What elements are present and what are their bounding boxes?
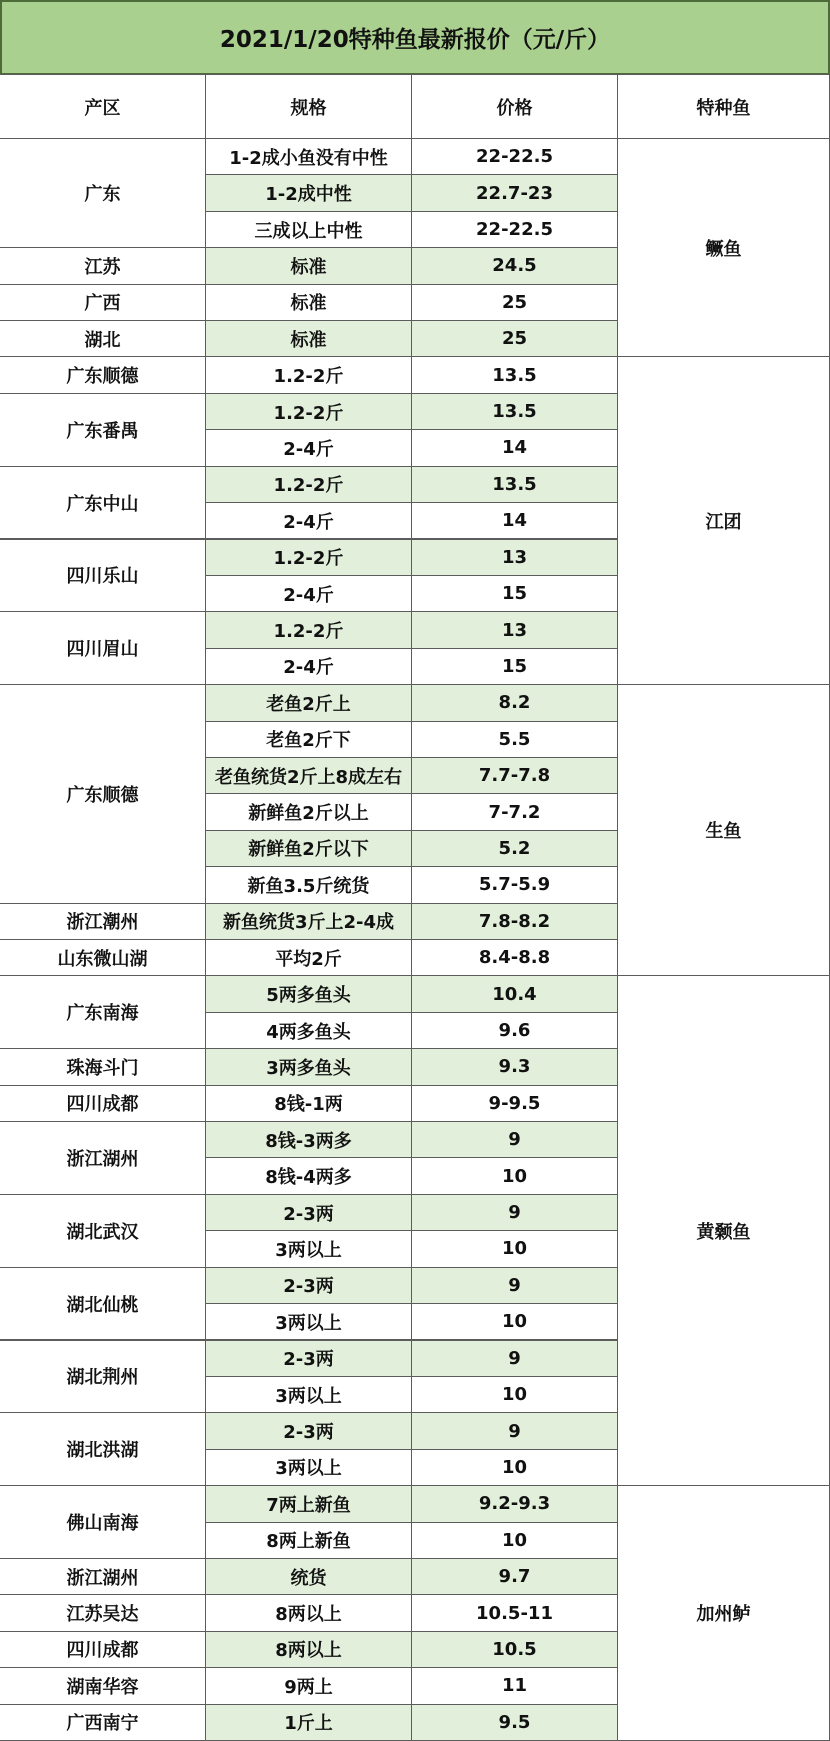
spec-cell: 1斤上 [205, 1704, 412, 1741]
price-cell: 11 [411, 1667, 618, 1704]
region-cell: 山东微山湖 [0, 939, 206, 976]
region-cell: 江苏吴达 [0, 1594, 206, 1631]
price-cell: 9.3 [411, 1048, 618, 1085]
region-cell: 四川成都 [0, 1631, 206, 1668]
species-cell: 生鱼 [617, 684, 830, 976]
spec-cell: 9两上 [205, 1667, 412, 1704]
price-cell: 13 [411, 611, 618, 648]
spec-cell: 平均2斤 [205, 939, 412, 976]
price-cell: 7.7-7.8 [411, 757, 618, 794]
region-cell: 广西 [0, 284, 206, 321]
region-cell: 湖北武汉 [0, 1194, 206, 1268]
spec-cell: 标准 [205, 247, 412, 284]
price-cell: 9 [411, 1340, 618, 1377]
price-cell: 13.5 [411, 393, 618, 430]
region-cell: 四川眉山 [0, 611, 206, 685]
spec-cell: 8两以上 [205, 1631, 412, 1668]
region-cell: 广东 [0, 138, 206, 248]
region-cell: 湖南华容 [0, 1667, 206, 1704]
price-cell: 9 [411, 1412, 618, 1449]
region-cell: 广东番禺 [0, 393, 206, 467]
price-cell: 10.5-11 [411, 1594, 618, 1631]
price-cell: 14 [411, 502, 618, 539]
price-cell: 5.5 [411, 721, 618, 758]
region-cell: 四川乐山 [0, 539, 206, 613]
spec-cell: 8两上新鱼 [205, 1522, 412, 1559]
spec-cell: 1.2-2斤 [205, 466, 412, 503]
spec-cell: 老鱼2斤下 [205, 721, 412, 758]
region-cell: 珠海斗门 [0, 1048, 206, 1085]
spec-cell: 1-2成小鱼没有中性 [205, 138, 412, 175]
price-cell: 9 [411, 1194, 618, 1231]
price-cell: 15 [411, 648, 618, 685]
spec-cell: 2-4斤 [205, 575, 412, 612]
price-cell: 10.5 [411, 1631, 618, 1668]
price-cell: 9.5 [411, 1704, 618, 1741]
spec-cell: 统货 [205, 1558, 412, 1595]
region-cell: 广东顺德 [0, 684, 206, 903]
price-cell: 14 [411, 429, 618, 466]
region-cell: 浙江湖州 [0, 1121, 206, 1195]
price-cell: 10 [411, 1157, 618, 1194]
spec-cell: 1.2-2斤 [205, 539, 412, 576]
spec-cell: 5两多鱼头 [205, 975, 412, 1012]
spec-cell: 8钱-3两多 [205, 1121, 412, 1158]
price-cell: 9 [411, 1267, 618, 1304]
price-cell: 8.2 [411, 684, 618, 721]
price-cell: 10 [411, 1449, 618, 1486]
spec-cell: 标准 [205, 320, 412, 357]
price-cell: 7-7.2 [411, 793, 618, 830]
price-cell: 8.4-8.8 [411, 939, 618, 976]
price-cell: 22-22.5 [411, 138, 618, 175]
spec-cell: 3两以上 [205, 1303, 412, 1340]
region-cell: 广东顺德 [0, 356, 206, 393]
spec-cell: 2-4斤 [205, 502, 412, 539]
price-cell: 10 [411, 1230, 618, 1267]
spec-cell: 1.2-2斤 [205, 356, 412, 393]
price-cell: 10 [411, 1376, 618, 1413]
region-cell: 湖北洪湖 [0, 1412, 206, 1486]
header-spec: 规格 [205, 74, 412, 139]
spec-cell: 2-3两 [205, 1412, 412, 1449]
region-cell: 佛山南海 [0, 1485, 206, 1559]
spec-cell: 3两以上 [205, 1449, 412, 1486]
price-cell: 25 [411, 284, 618, 321]
table-title: 2021/1/20特种鱼最新报价（元/斤） [0, 0, 830, 75]
spec-cell: 新鲜鱼2斤以上 [205, 793, 412, 830]
region-cell: 广东南海 [0, 975, 206, 1049]
species-cell: 加州鲈 [617, 1485, 830, 1741]
region-cell: 广东中山 [0, 466, 206, 540]
price-cell: 10 [411, 1303, 618, 1340]
species-cell: 鳜鱼 [617, 138, 830, 357]
region-cell: 湖北仙桃 [0, 1267, 206, 1341]
spec-cell: 新鱼3.5斤统货 [205, 866, 412, 903]
spec-cell: 3两以上 [205, 1376, 412, 1413]
price-cell: 13.5 [411, 356, 618, 393]
spec-cell: 2-4斤 [205, 648, 412, 685]
spec-cell: 1-2成中性 [205, 174, 412, 211]
spec-cell: 1.2-2斤 [205, 611, 412, 648]
price-cell: 10.4 [411, 975, 618, 1012]
spec-cell: 7两上新鱼 [205, 1485, 412, 1522]
price-cell: 5.7-5.9 [411, 866, 618, 903]
price-cell: 7.8-8.2 [411, 903, 618, 940]
spec-cell: 8钱-4两多 [205, 1157, 412, 1194]
price-cell: 22-22.5 [411, 211, 618, 248]
spec-cell: 2-3两 [205, 1267, 412, 1304]
spec-cell: 3两多鱼头 [205, 1048, 412, 1085]
price-cell: 15 [411, 575, 618, 612]
spec-cell: 3两以上 [205, 1230, 412, 1267]
spec-cell: 新鱼统货3斤上2-4成 [205, 903, 412, 940]
spec-cell: 4两多鱼头 [205, 1012, 412, 1049]
region-cell: 湖北 [0, 320, 206, 357]
price-cell: 9-9.5 [411, 1085, 618, 1122]
price-cell: 9 [411, 1121, 618, 1158]
species-cell: 江团 [617, 356, 830, 685]
spec-cell: 1.2-2斤 [205, 393, 412, 430]
price-cell: 10 [411, 1522, 618, 1559]
region-cell: 广西南宁 [0, 1704, 206, 1741]
spec-cell: 三成以上中性 [205, 211, 412, 248]
spec-cell: 标准 [205, 284, 412, 321]
spec-cell: 2-3两 [205, 1340, 412, 1377]
price-cell: 9.7 [411, 1558, 618, 1595]
region-cell: 浙江潮州 [0, 903, 206, 940]
price-cell: 25 [411, 320, 618, 357]
price-cell: 13 [411, 539, 618, 576]
spec-cell: 8钱-1两 [205, 1085, 412, 1122]
price-cell: 9.6 [411, 1012, 618, 1049]
region-cell: 江苏 [0, 247, 206, 284]
region-cell: 四川成都 [0, 1085, 206, 1122]
header-species: 特种鱼 [617, 74, 830, 139]
species-cell: 黄颡鱼 [617, 975, 830, 1486]
spec-cell: 老鱼2斤上 [205, 684, 412, 721]
header-region: 产区 [0, 74, 206, 139]
header-price: 价格 [411, 74, 618, 139]
price-cell: 9.2-9.3 [411, 1485, 618, 1522]
price-cell: 22.7-23 [411, 174, 618, 211]
spec-cell: 2-3两 [205, 1194, 412, 1231]
spec-cell: 2-4斤 [205, 429, 412, 466]
price-cell: 5.2 [411, 830, 618, 867]
spec-cell: 新鲜鱼2斤以下 [205, 830, 412, 867]
region-cell: 湖北荆州 [0, 1340, 206, 1414]
spec-cell: 老鱼统货2斤上8成左右 [205, 757, 412, 794]
region-cell: 浙江湖州 [0, 1558, 206, 1595]
price-cell: 24.5 [411, 247, 618, 284]
price-cell: 13.5 [411, 466, 618, 503]
spec-cell: 8两以上 [205, 1594, 412, 1631]
